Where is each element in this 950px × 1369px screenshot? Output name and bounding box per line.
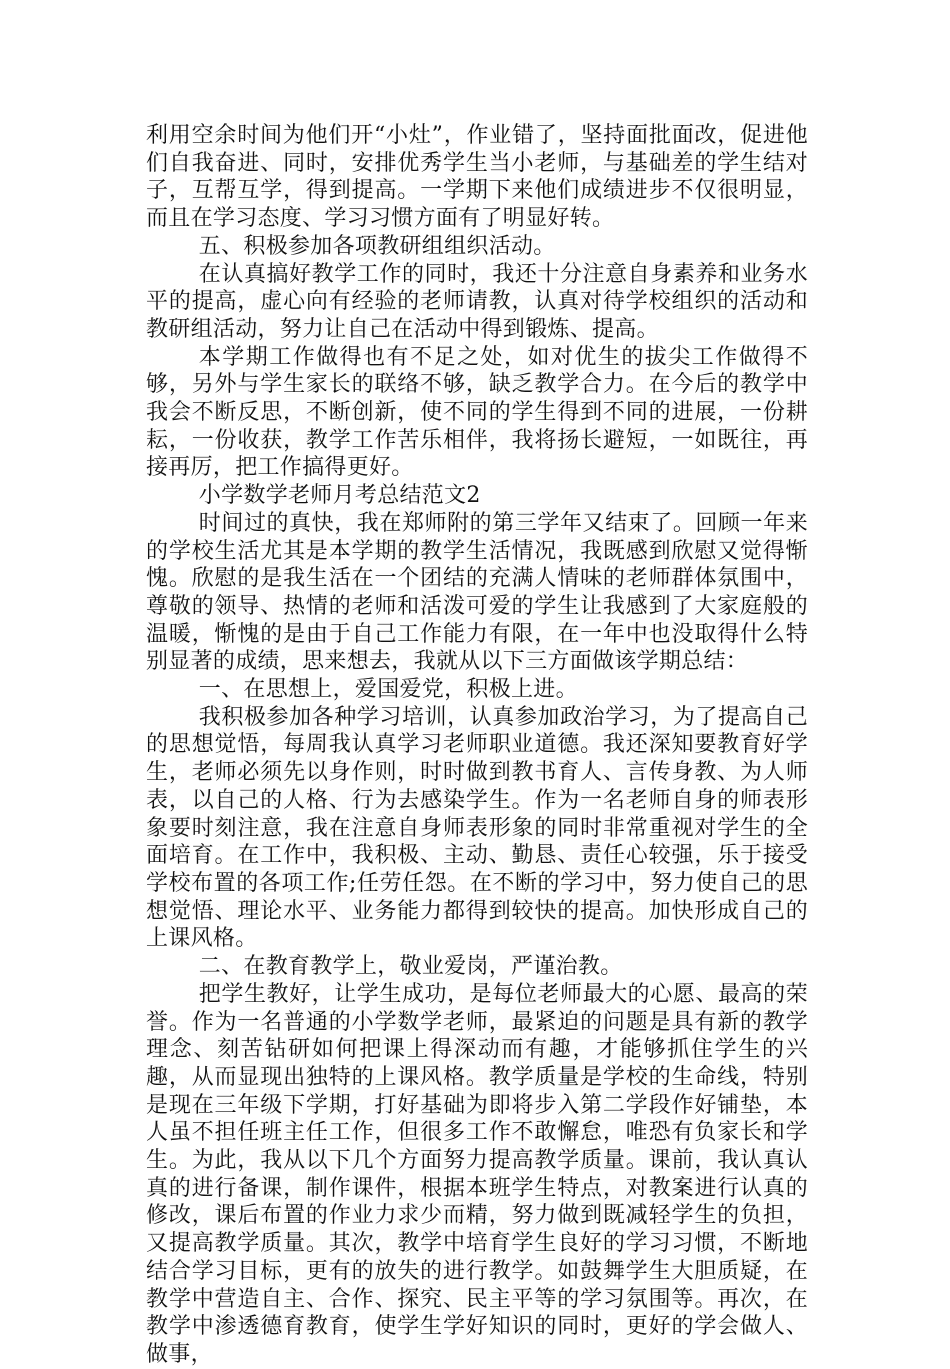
paragraph: 本学期工作做得也有不足之处，如对优生的拔尖工作做得不够，另外与学生家长的联络不够，缺乏教学合力。在今后的教学中我会不断反思，不断创新，使不同的学生得到不同的进展，一份耕耘，一份收获，教学工作苦乐相伴，我将扬长避短，一如既往，再接再厉，把工作搞得更好。 bbox=[146, 344, 808, 481]
document-body bbox=[146, 122, 808, 1369]
section-heading-five: 五、积极参加各项教研组组织活动。 bbox=[198, 233, 556, 259]
section-heading-two: 二、在教育教学上，敬业爱岗，严谨治教。 bbox=[198, 954, 623, 980]
paragraph: 把学生教好，让学生成功，是每位老师最大的心愿、最高的荣誉。作为一名普通的小学数学老师，最紧迫的问题是具有新的教学理念、刻苦钻研如何把课上得深动而有趣，才能够抓住学生的兴趣，从而显现出独特的上课风格。教学质量是学校的生命线，特别是现在三年级下学期，打好基础为即将步入第二学段作好铺垫，本人虽不担任班主任工作，但很多工作不敢懈怠，唯恐有负家长和学生。为此，我从以下几个方面努力提高教学质量。课前，我认真认真的进行备课，制作课件，根据本班学生特点，对教案进行认真的修改，课后布置的作业力求少而精，努力做到既减轻学生的负担，又提高教学质量。其次，教学中培育学生良好的学习习惯，不断地结合学习目标，更有的放失的进行教学。如鼓舞学生大胆质疑，在教学中营造自主、合作、探究、民主平等的学习氛围等。再次，在教学中渗透德育教育，使学生学好知识的同时，更好的学会做人、做事， bbox=[146, 981, 808, 1367]
paragraph-continuation: 利用空余时间为他们开“小灶”，作业错了，坚持面批面改，促进他们自我奋进、同时，安排优秀学生当小老师，与基础差的学生结对子，互帮互学，得到提高。一学期下来他们成绩进步不仅很明显，而且在学习态度、学习习惯方面有了明显好转。 bbox=[146, 123, 808, 232]
article-title: 小学数学老师月考总结范文2 bbox=[198, 483, 481, 509]
section-heading-one: 一、在思想上，爱国爱党，积极上进。 bbox=[198, 677, 578, 703]
paragraph: 我积极参加各种学习培训，认真参加政治学习，为了提高自己的思想觉悟，每周我认真学习老师职业道德。我还深知要教育好学生，老师必须先以身作则，时时做到教书育人、言传身教、为人师表，以自己的人格、行为去感染学生。作为一名老师自身的师表形象要时刻注意，我在注意自身师表形象的同时非常重视对学生的全面培育。在工作中，我积极、主动、勤恳、责任心较强，乐于接受学校布置的各项工作;任劳任怨。在不断的学习中，努力使自己的思想觉悟、理论水平、业务能力都得到较快的提高。加快形成自己的上课风格。 bbox=[146, 704, 808, 952]
paragraph: 时间过的真快，我在郑师附的第三学年又结束了。回顾一年来的学校生活尤其是本学期的教学生活情况，我既感到欣慰又觉得惭愧。欣慰的是我生活在一个团结的充满人情味的老师群体氛围中，尊敬的领导、热情的老师和活泼可爱的学生让我感到了大家庭般的温暖，惭愧的是由于自己工作能力有限，在一年中也没取得什么特别显著的成绩，思来想去，我就从以下三方面做该学期总结： bbox=[146, 510, 808, 675]
paragraph: 在认真搞好教学工作的同时，我还十分注意自身素养和业务水平的提高，虚心向有经验的老师请教，认真对待学校组织的活动和教研组活动，努力让自己在活动中得到锻炼、提高。 bbox=[146, 261, 808, 342]
